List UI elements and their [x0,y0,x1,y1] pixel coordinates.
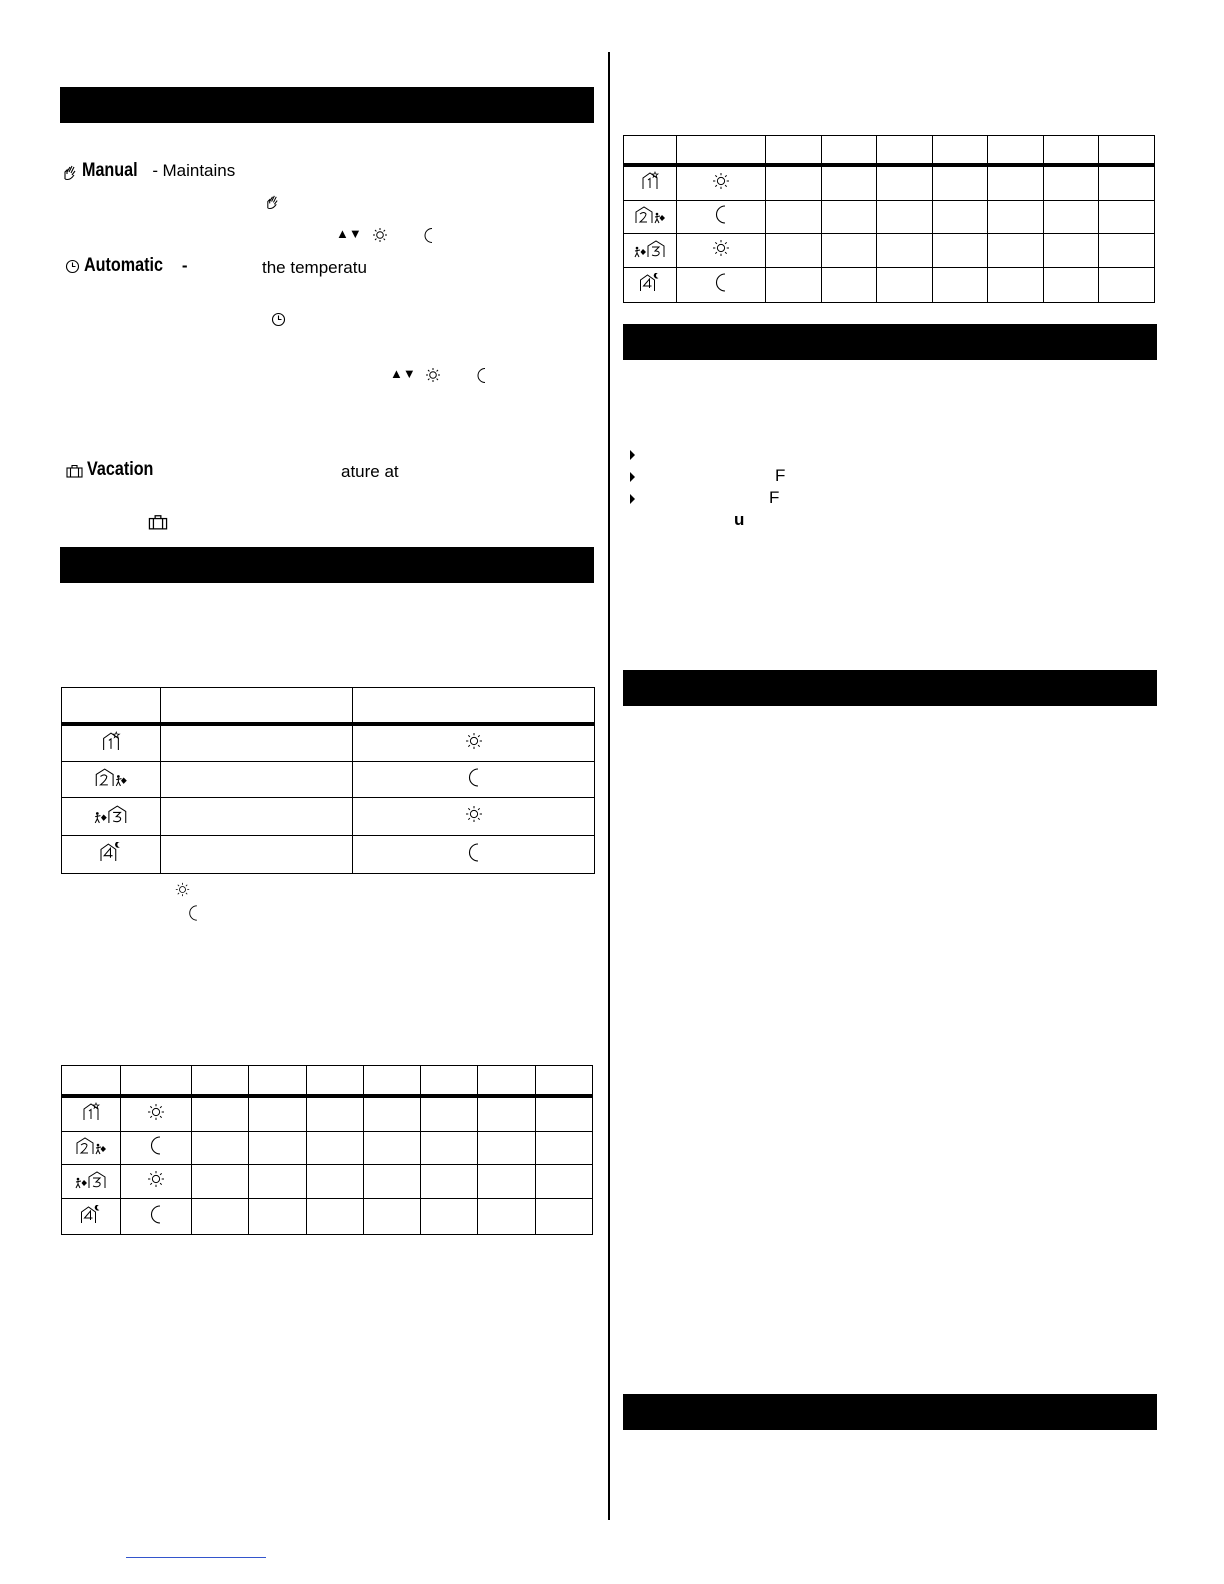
section-header-bar-right-2 [623,670,1157,706]
vacation-title: Vacation [87,459,154,480]
day-cell [821,234,877,268]
day-cell [306,1096,363,1132]
suitcase-icon [148,514,168,530]
day-cell [877,234,933,268]
house-3-return-icon [73,1170,109,1189]
weekly-schedule-table-right [623,135,1155,303]
day-cell [192,1132,249,1165]
day-cell [766,268,822,303]
header-cell [877,136,933,165]
header-cell [353,688,595,724]
moon-icon [476,367,488,384]
table-row [62,1165,593,1199]
day-cell [1043,165,1099,201]
day-cell [192,1199,249,1235]
sun-icon [712,239,730,257]
table-row [62,1132,593,1165]
header-cell [62,1066,121,1096]
bullet-arrow-icon [630,472,635,482]
header-cell [306,1066,363,1096]
moon-icon [467,768,481,787]
manual-title: Manual [82,160,139,181]
mode-cell [353,724,595,762]
period-cell [62,798,161,836]
header-cell [624,136,677,165]
automatic-controls-row [390,366,416,381]
period-cell [62,1165,121,1199]
time-cell [161,724,353,762]
mode-cell [353,762,595,798]
vacation-mode-heading [66,459,166,481]
day-cell [988,268,1044,303]
hand-icon [62,163,78,181]
day-cell [192,1165,249,1199]
manual-controls-row [336,226,362,241]
house-2-leave-icon [632,205,668,224]
sun-icon [372,227,388,243]
day-cell [988,234,1044,268]
vacation-text: ature at [341,462,399,481]
day-cell [249,1199,306,1235]
table-header-row [62,1066,593,1096]
list-item: F [775,466,786,485]
clock-icon [271,312,286,327]
period-cell [624,165,677,201]
day-cell [306,1199,363,1235]
period-cell [62,1096,121,1132]
mode-cell [121,1096,192,1132]
header-cell [363,1066,420,1096]
house-3-return-icon [92,804,130,824]
section-header-bar-right-1 [623,324,1157,360]
manual-text: Maintains [162,161,236,180]
day-cell [478,1132,535,1165]
header-cell [821,136,877,165]
section-header-bar-right-3 [623,1394,1157,1430]
day-cell [821,268,877,303]
header-cell [249,1066,306,1096]
sun-icon [425,367,441,383]
mode-cell [121,1199,192,1235]
day-cell [421,1199,478,1235]
day-cell [1043,268,1099,303]
up-down-arrows-icon: ▲▼ [336,226,362,241]
list-item: F [769,488,780,507]
mode-cell [677,234,766,268]
period-cell [62,1132,121,1165]
day-cell [932,234,988,268]
table-row [62,1199,593,1235]
period-cell [624,268,677,303]
manual-mode-heading [62,160,235,182]
day-cell [535,1199,592,1235]
manual-separator: - [152,161,159,180]
day-cell [306,1132,363,1165]
day-cell [192,1096,249,1132]
header-cell [1043,136,1099,165]
up-down-arrows-icon: ▲▼ [390,366,416,381]
day-cell [478,1096,535,1132]
table-row [624,201,1155,234]
trailing-char: u [734,510,745,529]
day-cell [821,201,877,234]
day-cell [821,165,877,201]
day-cell [766,201,822,234]
day-cell [421,1096,478,1132]
day-cell [363,1132,420,1165]
house-4-sleep-icon [79,1205,103,1224]
day-cell [877,165,933,201]
clock-icon [65,259,80,274]
mode-cell [121,1132,192,1165]
table-header-row [62,688,595,724]
house-1-wake-icon [640,171,660,190]
header-cell [677,136,766,165]
sun-icon [465,805,483,823]
mode-cell [353,836,595,874]
footer-link-underline[interactable] [126,1557,266,1558]
house-4-sleep-icon [98,842,124,862]
day-cell [877,201,933,234]
sun-icon [465,732,483,750]
header-cell [1099,136,1155,165]
day-cell [1099,165,1155,201]
automatic-separator: - [181,256,188,275]
day-cell [478,1199,535,1235]
table-row [62,724,595,762]
period-cell [624,201,677,234]
day-cell [306,1165,363,1199]
period-schedule-table [61,687,595,874]
moon-icon [714,205,728,224]
moon-icon [714,273,728,292]
sun-icon [712,172,730,190]
moon-icon [423,227,435,244]
house-2-leave-icon [92,767,130,787]
day-cell [766,165,822,201]
day-cell [1043,234,1099,268]
table-row [62,836,595,874]
day-cell [1099,268,1155,303]
day-cell [766,234,822,268]
day-cell [535,1096,592,1132]
day-cell [478,1165,535,1199]
day-cell [932,201,988,234]
moon-icon [188,905,199,921]
period-cell [62,1199,121,1235]
day-cell [877,268,933,303]
table-row [624,165,1155,201]
mode-cell [677,165,766,201]
time-cell [161,836,353,874]
header-cell [192,1066,249,1096]
header-cell [932,136,988,165]
header-cell [766,136,822,165]
sun-icon [147,1103,165,1121]
section-header-bar-program [60,547,594,583]
hand-icon [265,193,280,210]
bullet-arrow-icon [630,450,635,460]
mode-cell [353,798,595,836]
day-cell [988,201,1044,234]
time-cell [161,762,353,798]
day-cell [535,1132,592,1165]
day-cell [1043,201,1099,234]
day-cell [363,1096,420,1132]
column-divider [608,52,610,1520]
day-cell [363,1199,420,1235]
suitcase-icon [66,464,83,478]
table-row [624,234,1155,268]
header-cell [62,688,161,724]
period-cell [62,762,161,798]
table-header-row [624,136,1155,165]
house-1-wake-icon [100,731,122,751]
header-cell [121,1066,192,1096]
sun-icon [175,882,190,897]
day-cell [932,268,988,303]
day-cell [249,1096,306,1132]
header-cell [161,688,353,724]
header-cell [478,1066,535,1096]
header-cell [421,1066,478,1096]
table-row [624,268,1155,303]
day-cell [363,1165,420,1199]
day-cell [1099,234,1155,268]
house-1-wake-icon [81,1102,101,1121]
bullet-arrow-icon [630,494,635,504]
header-cell [988,136,1044,165]
period-cell [62,836,161,874]
day-cell [249,1165,306,1199]
day-cell [1099,201,1155,234]
weekly-schedule-table-left [61,1065,593,1235]
moon-icon [149,1136,163,1155]
automatic-title: Automatic [84,255,164,276]
sun-icon [147,1170,165,1188]
mode-cell [677,201,766,234]
mode-cell [677,268,766,303]
mode-cell [121,1165,192,1199]
section-header-bar-modes [60,87,594,123]
day-cell [932,165,988,201]
day-cell [421,1165,478,1199]
automatic-mode-heading [65,255,187,277]
house-4-sleep-icon [638,273,662,292]
table-row [62,762,595,798]
house-3-return-icon [632,239,668,258]
moon-icon [149,1205,163,1224]
header-cell [535,1066,592,1096]
house-2-leave-icon [73,1136,109,1155]
day-cell [535,1165,592,1199]
day-cell [249,1132,306,1165]
automatic-text: the temperatu [262,258,367,277]
period-cell [624,234,677,268]
moon-icon [467,843,481,862]
period-cell [62,724,161,762]
day-cell [988,165,1044,201]
table-row [62,1096,593,1132]
time-cell [161,798,353,836]
day-cell [421,1132,478,1165]
table-row [62,798,595,836]
